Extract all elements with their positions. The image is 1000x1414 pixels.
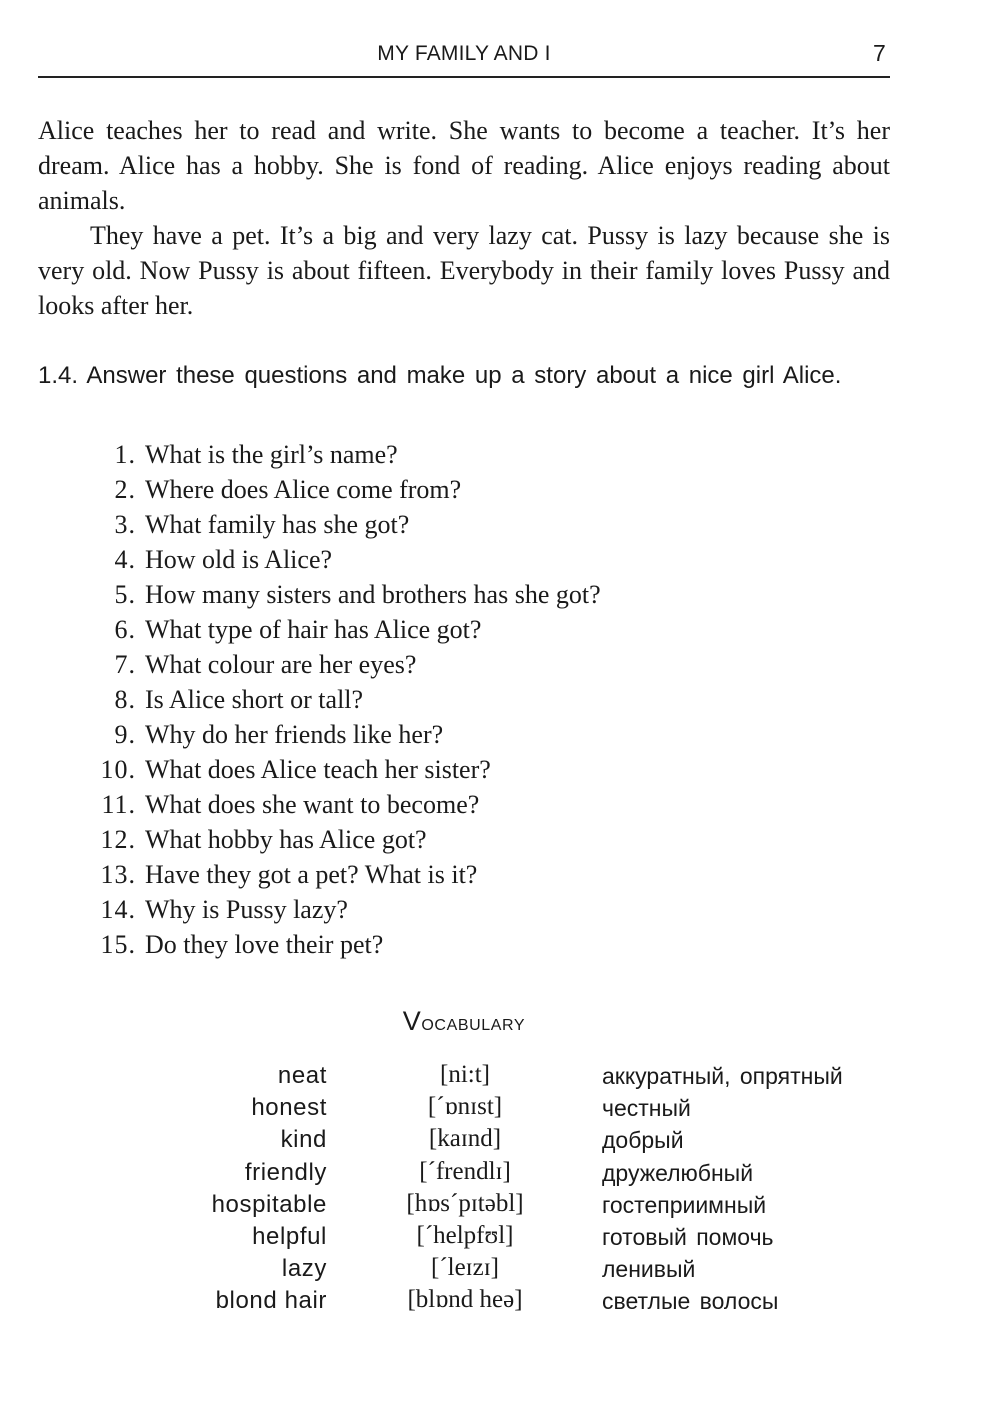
question-item — [88, 857, 848, 892]
vocabulary-row — [0, 1126, 1000, 1158]
vocab-word: kind — [280, 1126, 327, 1154]
question-number: 8. — [114, 685, 136, 714]
question-text: Have they got a pet? What is it? — [145, 860, 478, 889]
question-text: What colour are her eyes? — [145, 650, 417, 679]
question-text: Why do her friends like her? — [145, 720, 444, 749]
vocab-word: hospitable — [211, 1190, 327, 1218]
vocab-translation: готовый помочь — [602, 1223, 774, 1250]
paragraph: Alice teaches her to read and write. She wants to become a teacher. It’s her dream. Alice has a hobby. She is fond of reading. Alice enjoys reading about animals. — [38, 116, 890, 215]
vocab-word: honest — [251, 1094, 327, 1122]
vocab-transcription: [ni:t] — [440, 1061, 490, 1088]
vocab-transcription: [ˊfrendlɪ] — [419, 1157, 511, 1185]
vocab-translation: честный — [602, 1095, 691, 1122]
chapter-title: MY FAMILY AND I — [377, 42, 551, 65]
vocab-translation: ленивый — [602, 1256, 696, 1283]
vocab-word: blond hair — [215, 1287, 327, 1315]
question-list — [88, 437, 848, 962]
vocabulary-row — [0, 1159, 1000, 1191]
question-text: Is Alice short or tall? — [145, 685, 364, 714]
vocab-transcription: [ˊhelpfʊl] — [416, 1221, 514, 1249]
question-number: 2. — [114, 475, 136, 504]
question-number: 11. — [101, 790, 136, 819]
vocab-translation: дружелюбный — [602, 1159, 754, 1186]
question-number: 9. — [114, 720, 136, 749]
vocabulary-row — [0, 1062, 1000, 1094]
question-number: 3. — [114, 510, 136, 539]
question-number: 6. — [114, 615, 136, 644]
question-item — [88, 437, 848, 472]
vocab-translation: аккуратный, опрятный — [602, 1063, 843, 1089]
vocab-word: helpful — [252, 1222, 327, 1250]
question-item — [88, 927, 848, 962]
question-text: What is the girl’s name? — [145, 440, 398, 469]
paragraph: They have a pet. It’s a big and very lazy cat. Pussy is lazy because she is very old. Now Pussy is about fifteen. Everybody in their family loves Pussy and looks after her. — [38, 221, 890, 320]
question-number: 7. — [114, 650, 136, 679]
question-item — [88, 787, 848, 822]
question-item — [88, 472, 848, 507]
vocabulary-row — [0, 1094, 1000, 1126]
page-number: 7 — [873, 40, 886, 66]
vocabulary-row — [0, 1191, 1000, 1223]
question-text: What type of hair has Alice got? — [145, 615, 482, 644]
vocabulary-heading: Vocabulary — [402, 1006, 526, 1036]
vocab-translation: гостеприимный — [602, 1191, 767, 1218]
question-item — [88, 682, 848, 717]
question-text: How old is Alice? — [145, 545, 333, 574]
question-item — [88, 507, 848, 542]
vocab-transcription: [blɒnd heə] — [407, 1286, 523, 1314]
question-number: 10. — [100, 755, 136, 784]
question-number: 13. — [100, 860, 136, 889]
question-item — [88, 892, 848, 927]
question-item — [88, 752, 848, 787]
story-text — [38, 113, 890, 323]
question-text: Where does Alice come from? — [145, 475, 462, 504]
vocab-transcription: [kaɪnd] — [428, 1125, 502, 1153]
vocabulary-row — [0, 1255, 1000, 1287]
question-item — [88, 542, 848, 577]
question-number: 5. — [114, 580, 136, 609]
vocab-word: neat — [277, 1062, 327, 1089]
vocab-translation: светлые волосы — [602, 1288, 779, 1315]
vocab-word: lazy — [281, 1255, 327, 1283]
vocabulary-table — [0, 1062, 1000, 1320]
question-number: 14. — [100, 895, 136, 924]
vocab-transcription: [ˊleɪzɪ] — [430, 1254, 500, 1282]
header-rule — [38, 76, 890, 78]
vocab-transcription: [hɒsˊpɪtəbl] — [406, 1189, 524, 1217]
question-number: 4. — [114, 545, 136, 574]
vocabulary-row — [0, 1287, 1000, 1319]
vocab-transcription: [ˊɒnɪst] — [427, 1093, 503, 1121]
question-text: Why is Pussy lazy? — [145, 895, 348, 924]
question-text: What does she want to become? — [145, 790, 480, 819]
question-number: 15. — [100, 930, 136, 959]
question-item — [88, 717, 848, 752]
running-header — [38, 40, 890, 70]
question-number: 1. — [114, 440, 136, 469]
question-item — [88, 612, 848, 647]
question-text: What hobby has Alice got? — [145, 825, 427, 854]
question-text: Do they love their pet? — [145, 930, 384, 959]
question-number: 12. — [100, 825, 136, 854]
vocabulary-row — [0, 1223, 1000, 1255]
vocab-word: friendly — [244, 1158, 327, 1186]
question-text: What family has she got? — [145, 510, 410, 539]
question-item — [88, 822, 848, 857]
question-item — [88, 577, 848, 612]
question-text: How many sisters and brothers has she got? — [145, 580, 601, 609]
vocab-translation: добрый — [602, 1127, 684, 1154]
question-text: What does Alice teach her sister? — [145, 755, 491, 784]
question-item — [88, 647, 848, 682]
exercise-heading: 1.4. Answer these questions and make up a story about a nice girl Alice. — [38, 362, 842, 389]
